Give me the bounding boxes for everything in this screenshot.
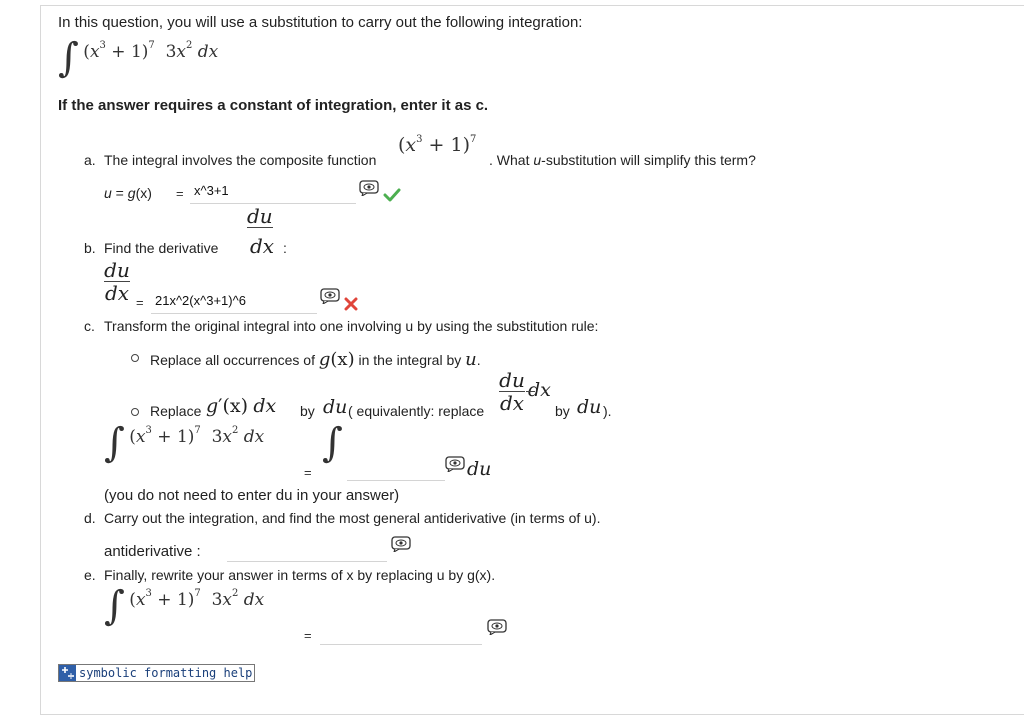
bullet-1-text: Replace all occurrences of g(x) in the integral by u. bbox=[150, 349, 481, 370]
part-b-dx: dx bbox=[250, 234, 275, 258]
bullet-2-du2: du bbox=[577, 396, 602, 418]
part-e-label: e. bbox=[84, 567, 96, 583]
part-e-integral: ∫ $(x^3 + 1)^7$ $3x^2$ dx bbox=[104, 583, 265, 629]
part-b-label: b. bbox=[84, 240, 96, 256]
part-c-equals: = bbox=[304, 465, 312, 480]
bullet-2-du: du bbox=[323, 396, 348, 418]
part-a-composite: $(x^3 + 1)^7$ bbox=[398, 133, 477, 156]
correct-check-icon bbox=[383, 188, 401, 202]
part-e-input[interactable] bbox=[320, 621, 482, 645]
part-b-colon: : bbox=[283, 240, 287, 256]
part-a-text: The integral involves the composite function bbox=[104, 152, 377, 168]
part-c-footnote: (you do not need to enter du in your answer) bbox=[104, 487, 400, 504]
preview-icon[interactable] bbox=[445, 456, 465, 472]
part-e-equals: = bbox=[304, 628, 312, 643]
part-d-input[interactable] bbox=[227, 538, 387, 562]
preview-icon[interactable] bbox=[320, 288, 340, 304]
part-c-label: c. bbox=[84, 318, 95, 334]
bullet-2-pre: Replace bbox=[150, 403, 202, 419]
part-a-question: . What u-substitution will simplify this term? bbox=[489, 152, 756, 168]
bullet bbox=[131, 408, 139, 416]
bullet-2-gprime: g′(x) dx bbox=[206, 395, 277, 417]
constant-note: If the answer requires a constant of integration, enter it as c. bbox=[58, 97, 489, 114]
preview-icon[interactable] bbox=[359, 180, 379, 196]
part-c-integral-u: ∫ bbox=[322, 420, 343, 466]
bullet-2-dash bbox=[526, 391, 535, 392]
bullet-2-equiv: ( equivalently: replace bbox=[348, 403, 485, 419]
part-a-equals: = bbox=[176, 186, 184, 201]
part-c-du-suffix: du bbox=[467, 458, 492, 480]
part-a-label: a. bbox=[84, 152, 96, 168]
bullet bbox=[131, 354, 139, 362]
part-b-text: Find the derivative bbox=[104, 240, 219, 256]
dudx-fraction: du dx bbox=[104, 258, 130, 305]
part-c-integral: ∫ $(x^3 + 1)^7$ $3x^2$ dx bbox=[104, 420, 265, 466]
part-d-label: d. bbox=[84, 510, 96, 526]
intro-text: In this question, you will use a substitution to carry out the following integration: bbox=[58, 14, 583, 31]
bullet-2-end: ). bbox=[603, 403, 612, 419]
symbolic-formatting-help-link[interactable]: symbolic formatting help bbox=[58, 664, 255, 682]
bullet-2-by2: by bbox=[555, 403, 570, 419]
bullet-2-dudx-frac: du dx bbox=[499, 368, 525, 415]
incorrect-x-icon bbox=[344, 297, 358, 311]
bullet-2-by: by bbox=[300, 403, 315, 419]
u-equals-label: u = g(x) bbox=[104, 185, 152, 201]
main-integral: ∫ $(x^3 + 1)^7$ $3x^2$ dx bbox=[58, 35, 219, 81]
part-c-input[interactable] bbox=[347, 457, 445, 481]
part-b-input[interactable]: 21x^2(x^3+1)^6 bbox=[151, 290, 317, 314]
part-e-text: Finally, rewrite your answer in terms of x by replacing u by g(x). bbox=[104, 567, 496, 583]
part-b-header-frac: du bbox=[247, 204, 273, 228]
preview-icon[interactable] bbox=[391, 536, 411, 552]
part-a-input[interactable]: x^3+1 bbox=[190, 180, 356, 204]
part-c-text: Transform the original integral into one involving u by using the substitution rule: bbox=[104, 318, 599, 334]
preview-icon[interactable] bbox=[487, 619, 507, 635]
part-b-equals: = bbox=[136, 295, 144, 310]
part-d-text: Carry out the integration, and find the most general antiderivative (in terms of u). bbox=[104, 510, 601, 526]
bullet-2-dx2: dx bbox=[528, 379, 551, 401]
antiderivative-label: antiderivative : bbox=[104, 543, 201, 560]
plus-minus-icon bbox=[59, 665, 76, 681]
